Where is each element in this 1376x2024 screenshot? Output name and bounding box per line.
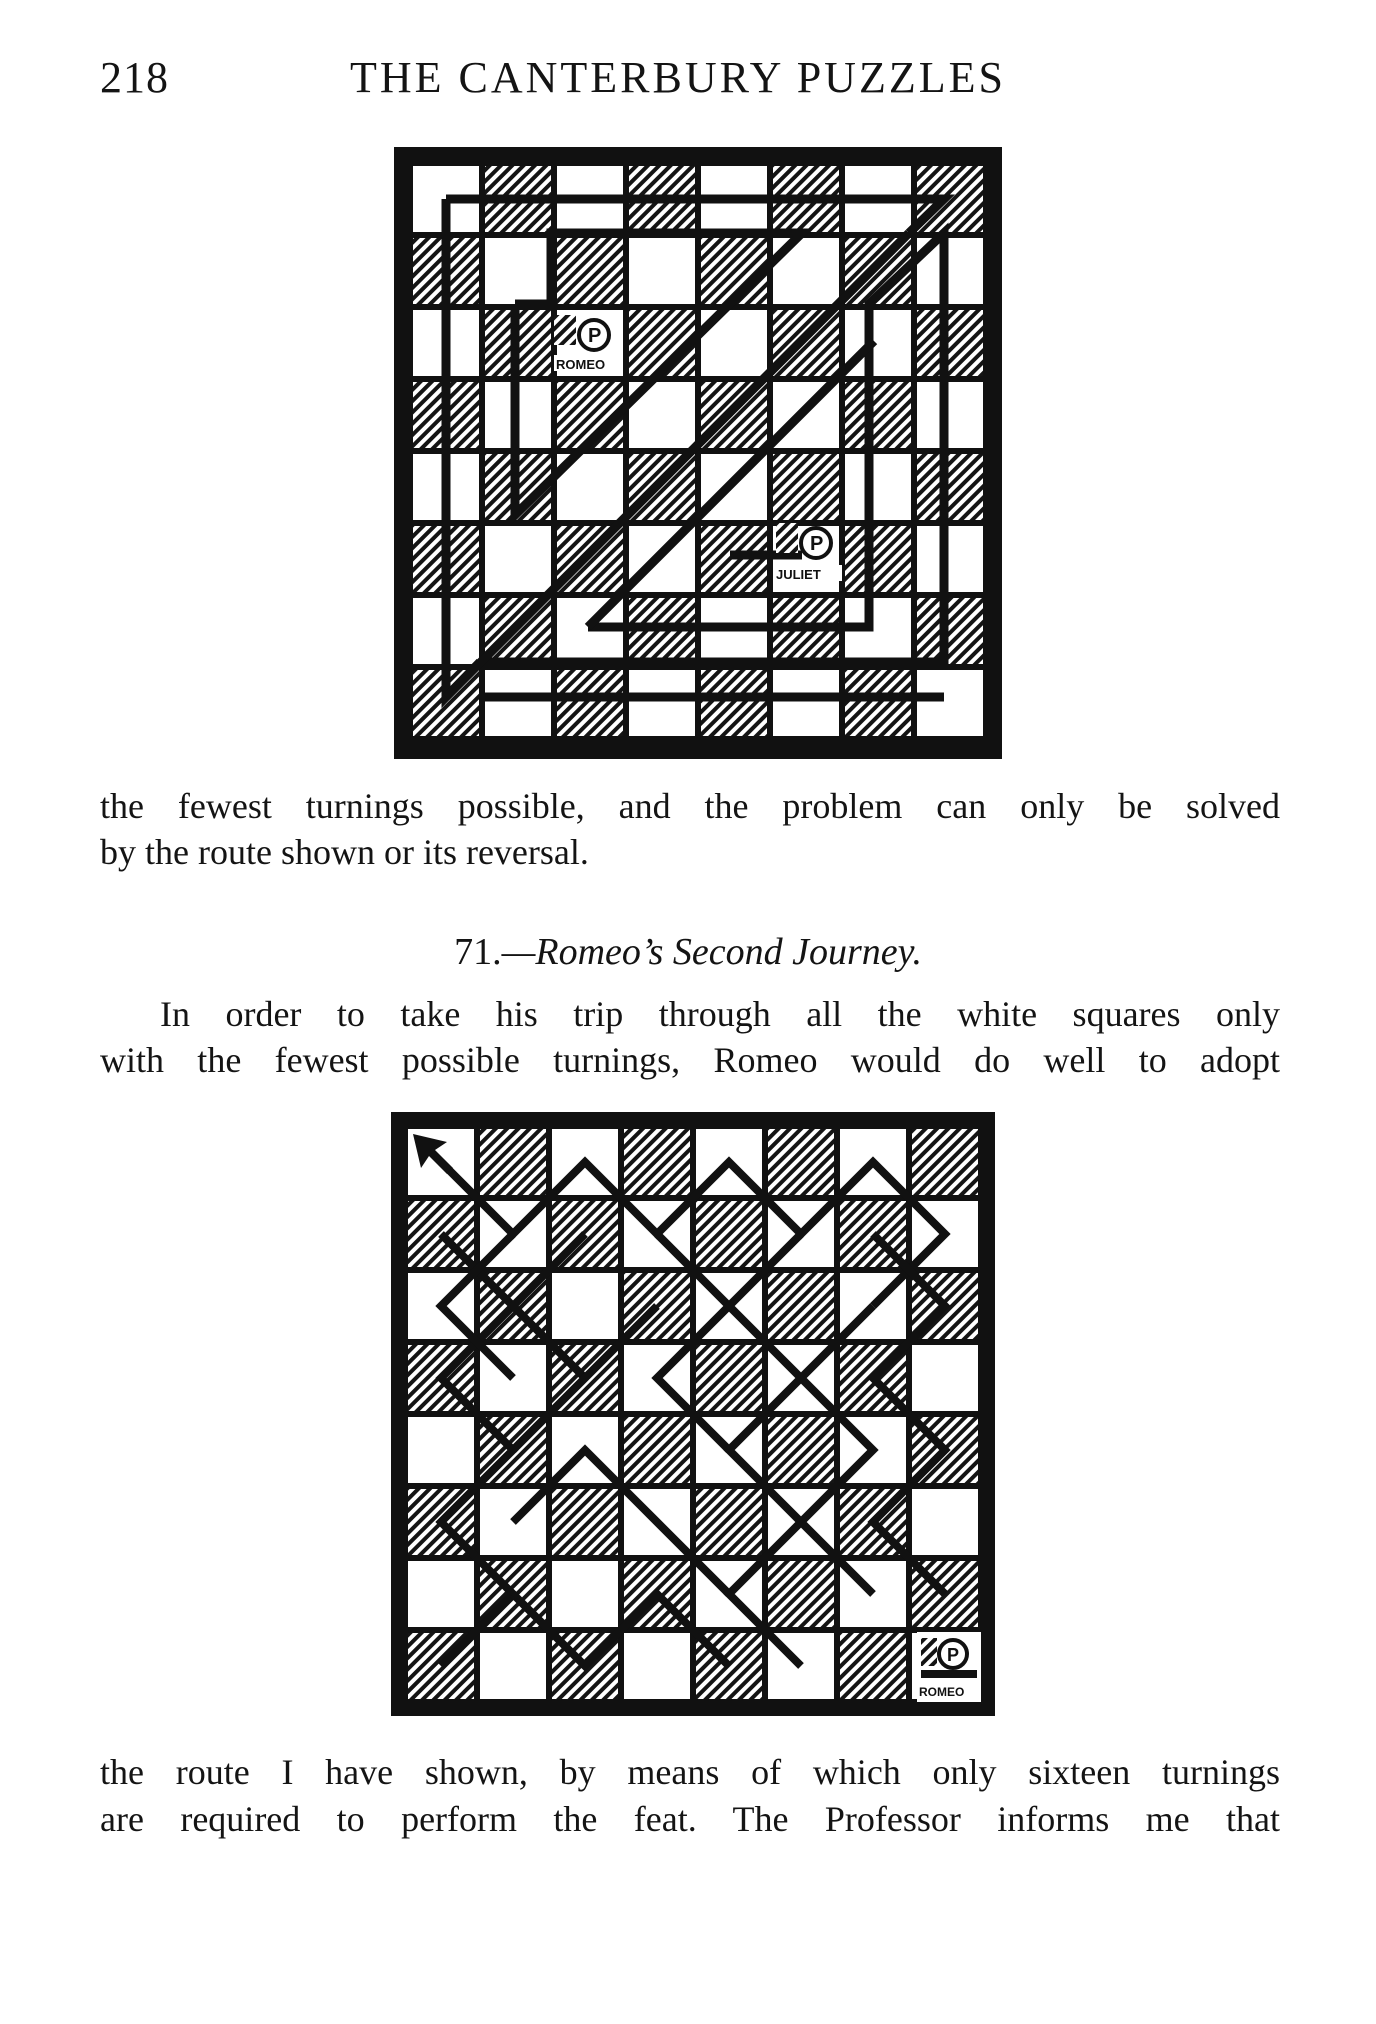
dark-square: [696, 1489, 762, 1555]
paragraph-2-line-1: In order to take his trip through all the white squares only: [160, 994, 1280, 1034]
paragraph-1-line-2: by the route shown or its reversal.: [100, 832, 589, 872]
dark-square: [701, 670, 767, 736]
dark-square: [845, 670, 911, 736]
dark-square: [557, 238, 623, 304]
paragraph-3-line-1: the route I have shown, by means of which only sixteen turnings: [100, 1752, 1280, 1792]
dark-square: [768, 1417, 834, 1483]
white-square: [917, 526, 983, 592]
white-square: [845, 454, 911, 520]
section-title: —Romeo’s Second Journey.: [501, 931, 922, 973]
white-square: [485, 238, 551, 304]
white-square: [485, 526, 551, 592]
romeo-label-2: ROMEO: [919, 1685, 965, 1699]
dark-square: [557, 670, 623, 736]
white-square: [912, 1345, 978, 1411]
route-diagram-2-svg: [391, 1112, 995, 1716]
white-square: [917, 670, 983, 736]
white-square: [485, 670, 551, 736]
dark-square: [917, 310, 983, 376]
dark-square: [629, 454, 695, 520]
dark-square: [845, 382, 911, 448]
dark-square: [845, 526, 911, 592]
dark-square: [917, 598, 983, 664]
svg-text:P: P: [810, 533, 824, 555]
dark-square: [696, 1345, 762, 1411]
dark-square: [696, 1201, 762, 1267]
route-diagram-1-svg: [394, 147, 1002, 759]
dark-square: [624, 1417, 690, 1483]
svg-text:P: P: [947, 1645, 960, 1665]
white-square: [480, 1633, 546, 1699]
section-heading: [0, 930, 1376, 974]
dark-square: [701, 382, 767, 448]
dark-square: [480, 1129, 546, 1195]
white-square: [408, 1561, 474, 1627]
route-diagram-2: [391, 1112, 995, 1716]
dark-square: [768, 1273, 834, 1339]
romeo-marker-2: [917, 1632, 981, 1702]
route-diagram-1: [394, 147, 1002, 759]
white-square: [408, 1417, 474, 1483]
dark-square: [624, 1129, 690, 1195]
dark-square: [773, 310, 839, 376]
section-number: 71.: [454, 931, 502, 973]
white-square: [629, 238, 695, 304]
white-square: [773, 670, 839, 736]
white-square: [629, 670, 695, 736]
white-square: [552, 1273, 618, 1339]
dark-square: [768, 1129, 834, 1195]
dark-square: [552, 1489, 618, 1555]
white-square: [912, 1489, 978, 1555]
juliet-label: JULIET: [776, 567, 821, 582]
running-head: THE CANTERBURY PUZZLES: [350, 53, 1006, 102]
paragraph-3-line-2: are required to perform the feat. The Professor informs me that: [100, 1799, 1280, 1839]
white-square: [917, 382, 983, 448]
svg-text:P: P: [588, 325, 602, 347]
paragraph-2-line-2: with the fewest possible turnings, Romeo would do well to adopt: [100, 1040, 1280, 1080]
dark-square: [840, 1633, 906, 1699]
page-number: 218: [100, 53, 169, 102]
dark-square: [917, 454, 983, 520]
dark-square: [768, 1561, 834, 1627]
white-square: [552, 1561, 618, 1627]
romeo-label-1: ROMEO: [556, 357, 606, 372]
dark-square: [912, 1129, 978, 1195]
paragraph-1-line-1: the fewest turnings possible, and the problem can only be solved: [100, 786, 1280, 826]
dark-square: [773, 454, 839, 520]
white-square: [624, 1633, 690, 1699]
